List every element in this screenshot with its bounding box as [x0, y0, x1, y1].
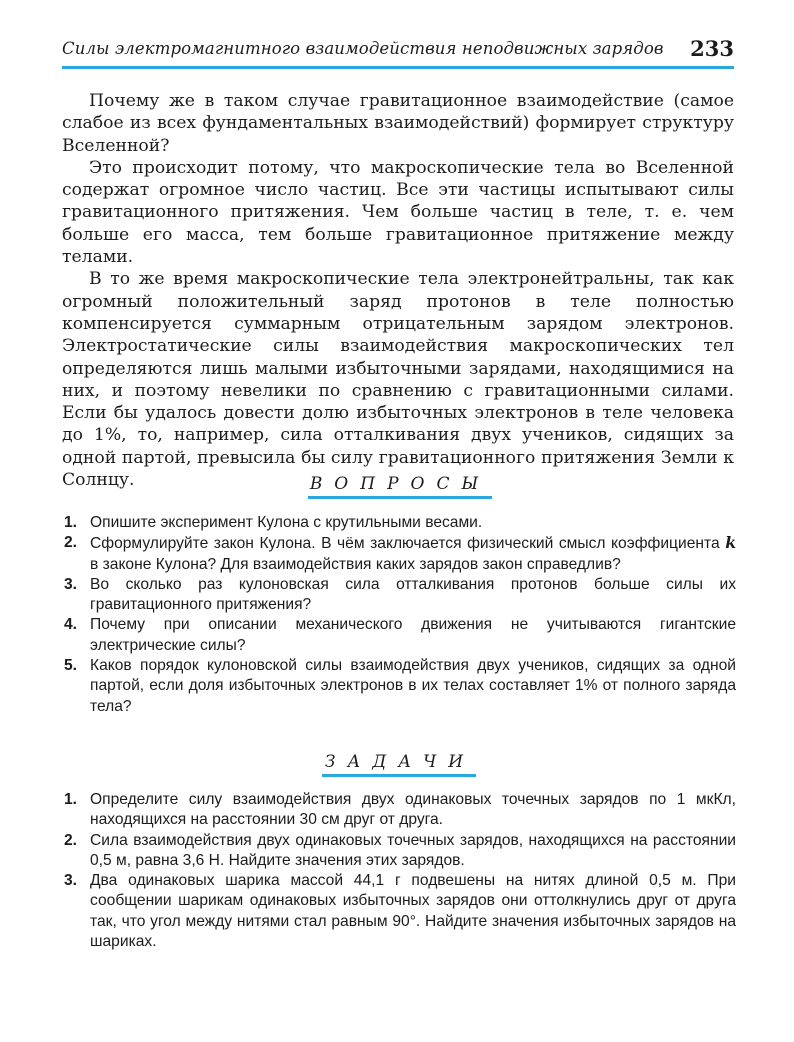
- list-item: [62, 533, 736, 575]
- questions-heading-label: ВОПРОСЫ: [309, 474, 491, 494]
- list-item: [62, 790, 736, 831]
- coefficient-symbol: k: [725, 533, 736, 553]
- item-number: 2.: [64, 831, 78, 849]
- problems-heading-label: ЗАДАЧИ: [324, 752, 476, 772]
- item-text: Опишите эксперимент Кулона с крутильными весами.: [90, 514, 483, 531]
- item-number: 3.: [64, 575, 78, 593]
- item-text: Во сколько раз кулоновская сила отталкивания протонов больше силы их гравитационного притяжения?: [90, 575, 736, 614]
- list-item: [62, 831, 736, 872]
- problems-heading: [310, 752, 490, 772]
- running-header-title: Силы электромагнитного взаимодействия неподвижных зарядов: [62, 39, 664, 58]
- item-number: 5.: [64, 657, 78, 675]
- item-text: Сформулируйте закон Кулона. В чём заключается физический смысл коэффициента: [90, 535, 726, 553]
- item-text: Каков порядок кулоновской силы взаимодействия двух учеников, сидящих за одной партой, если доля избыточных электронов в их телах составляет 1% от полного заряда тела?: [90, 657, 736, 715]
- list-item: [62, 871, 736, 952]
- item-number: 2.: [64, 534, 78, 552]
- item-number: 4.: [64, 616, 78, 634]
- body-text: [62, 90, 734, 491]
- item-text: Сила взаимодействия двух одинаковых точечных зарядов, находящихся на расстоянии 0,5 м, равна 3,6 Н. Найдите значения этих зарядов.: [90, 831, 736, 869]
- page-number: 233: [690, 36, 734, 61]
- header-rule: [62, 66, 734, 69]
- paragraph: В то же время макроскопические тела электронейтральны, так как огромный положительный заряд протонов в теле полностью компенсируется суммарным отрицательным зарядом электронов. Электростатические силы взаимодействия макроскопических тел определяются лишь малыми избыточными зарядами, находящимися на них, и поэтому невелики по сравнению с гравитационными силами. Если бы удалось довести долю избыточных электронов в теле человека до 1%, то, например, сила отталкивания двух учеников, сидящих за одной партой, превысила бы силу гравитационного притяжения Земли к Солнцу.: [62, 269, 734, 491]
- list-item: [62, 656, 736, 717]
- problems-list: [62, 790, 736, 952]
- list-item: [62, 513, 736, 533]
- questions-heading: [300, 474, 500, 494]
- item-text: в законе Кулона? Для взаимодействия каких зарядов закон справедлив?: [90, 555, 621, 573]
- item-text: Определите силу взаимодействия двух одинаковых точечных зарядов по 1 мкКл, находящихся на расстоянии 30 см друг от друга.: [90, 791, 736, 829]
- item-number: 1.: [64, 514, 78, 531]
- item-text: Два одинаковых шарика массой 44,1 г подвешены на нитях длиной 0,5 м. При сообщении шарикам одинаковых избыточных зарядов они оттолкнулись друг от друга так, что угол между нитями стал равным 90°. Найдите значения избыточных зарядов на шариках.: [90, 872, 736, 951]
- item-text: Почему при описании механического движения не учитываются гигантские электрические силы?: [90, 616, 736, 654]
- problems-heading-rule: [322, 774, 476, 777]
- paragraph: Это происходит потому, что макроскопические тела во Вселенной содержат огромное число частиц. Все эти частицы испытывают силы гравитационного притяжения. Чем больше частиц в теле, т. е. чем больше его масса, тем больше гравитационное притяжение между телами.: [62, 157, 734, 268]
- item-number: 3.: [64, 872, 78, 890]
- item-number: 1.: [64, 791, 78, 808]
- list-item: [62, 615, 736, 656]
- paragraph: Почему же в таком случае гравитационное взаимодействие (самое слабое из всех фундаментальных взаимодействий) формирует структуру Вселенной?: [62, 91, 734, 156]
- page-header: [62, 36, 734, 66]
- questions-heading-rule: [308, 496, 492, 499]
- questions-list: [62, 513, 736, 717]
- list-item: [62, 575, 736, 616]
